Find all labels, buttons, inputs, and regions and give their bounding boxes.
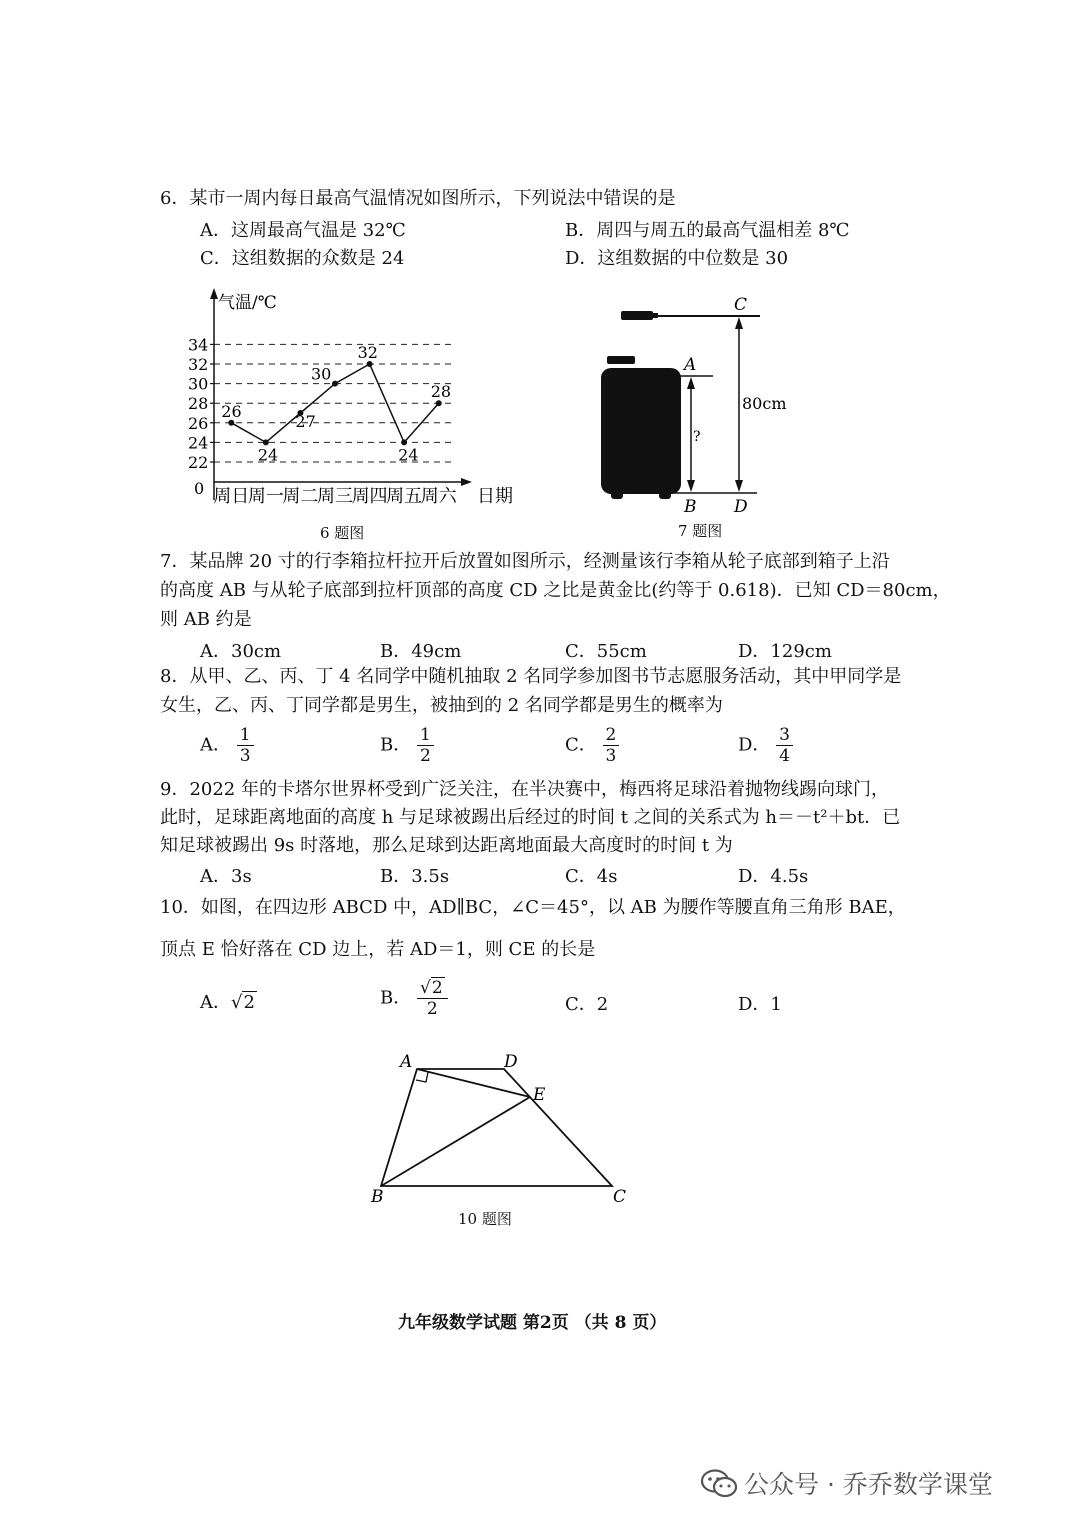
x-axis-label: 日期 (477, 486, 513, 507)
q6-option-a: A．这周最高气温是 32℃ (200, 220, 406, 241)
q10-option-a-label: A． (200, 992, 231, 1013)
q8-option-b (380, 725, 434, 766)
y-tick-label: 32 (188, 355, 209, 374)
y-axis-label: 气温/℃ (218, 293, 277, 313)
quadrilateral-abcd (381, 1069, 612, 1186)
y-tick-label: 26 (188, 413, 209, 433)
fraction (237, 725, 254, 766)
x-tick-label: 周日 (213, 486, 250, 507)
q10-option-b-label: B． (380, 987, 412, 1009)
segment-ae (417, 1069, 530, 1097)
label-80cm: 80cm (742, 394, 787, 413)
suitcase-figure (595, 290, 805, 520)
label-b: B (684, 497, 697, 517)
q9-option-a: A．3s (200, 866, 252, 887)
q6-option-c: C．这组数据的众数是 24 (200, 248, 405, 269)
quadrilateral-figure (360, 1045, 640, 1210)
q6-option-b: B．周四与周五的最高气温相差 8℃ (565, 220, 850, 241)
q9-line2: 此时，足球距离地面的高度 h 与足球被踢出后经过的时间 t 之间的关系式为 h＝－t²＋bt．已 (160, 807, 901, 828)
ab-arrow-bottom (687, 480, 695, 492)
q8-line1: 8．从甲、乙、丙、丁 4 名同学中随机抽取 2 名同学参加图书节志愿服务活动，其中甲同学是 (160, 666, 902, 687)
cd-arrow-top (735, 317, 743, 329)
label-c: C (734, 295, 748, 315)
y-tick-label: 28 (188, 394, 209, 414)
q8-option-d-label: D． (738, 734, 771, 756)
data-label: 24 (257, 445, 279, 465)
q9-line1: 9．2022 年的卡塔尔世界杯受到广泛关注，在半决赛中，梅西将足球沿着抛物线踢向球门， (160, 779, 889, 800)
denominator: 2 (419, 746, 431, 766)
q7-caption: 7 题图 (678, 522, 723, 540)
data-label: 27 (295, 412, 316, 431)
q6-stem: 6．某市一周内每日最高气温情况如图所示，下列说法中错误的是 (160, 188, 676, 209)
data-label: 26 (221, 401, 242, 421)
q10-option-a (200, 988, 257, 1014)
q8-option-c-label: C． (565, 734, 597, 756)
q6-option-d: D．这组数据的中位数是 30 (565, 248, 789, 269)
label-unknown: ? (693, 429, 701, 445)
q7-option-d: D．129cm (738, 641, 832, 662)
q7-line1: 7．某品牌 20 寸的行李箱拉杆拉开后放置如图所示，经测量该行李箱从轮子底部到箱子上沿 (160, 551, 890, 572)
x-tick-label: 周三 (317, 486, 353, 507)
x-tick-label: 周二 (282, 486, 319, 507)
data-label: 30 (311, 364, 332, 384)
vertex-c: C (613, 1187, 627, 1207)
handle-grip (621, 311, 653, 320)
label-d: D (734, 497, 748, 517)
q9-option-c: C．4s (565, 866, 618, 887)
temperature-line-chart (180, 282, 530, 514)
q10-caption: 10 题图 (458, 1210, 512, 1228)
numerator: 1 (237, 725, 254, 746)
handle-joint (653, 313, 658, 318)
q8-option-b-label: B． (380, 734, 412, 756)
vertex-a: A (400, 1052, 413, 1072)
denominator: 2 (426, 999, 438, 1019)
cd-arrow-bottom (735, 480, 743, 492)
q10-line2: 顶点 E 恰好落在 CD 边上，若 AD＝1，则 CE 的长是 (160, 939, 596, 960)
denominator: 3 (239, 746, 251, 766)
q9-option-d: D．4.5s (738, 866, 809, 887)
y-tick-label: 24 (188, 433, 209, 453)
chart-grid (214, 344, 456, 465)
q9-line3: 知足球被踢出 9s 时落地，那么足球到达距离地面最大高度时的时间 t 为 (160, 835, 733, 856)
q8-option-a (200, 725, 254, 766)
q10-line1: 10．如图，在四边形 ABCD 中，AD∥BC，∠C＝45°，以 AB 为腰作等腰直角三角形 BAE， (160, 897, 906, 918)
suitcase-top-handle (607, 356, 635, 364)
x-tick-label: 周六 (420, 486, 457, 507)
data-label: 28 (430, 382, 452, 402)
suitcase-body (601, 368, 681, 494)
wheel-left (611, 490, 623, 499)
y-tick-label: 30 (188, 374, 209, 394)
wechat-icon (700, 1468, 738, 1498)
vertex-b: B (371, 1187, 384, 1207)
y-tick-label: 22 (188, 453, 209, 472)
q6-caption: 6 题图 (320, 524, 365, 542)
wheel-right (659, 490, 671, 499)
q7-line3: 则 AB 约是 (160, 609, 252, 630)
fraction (603, 725, 620, 766)
q9-option-b: B．3.5s (380, 866, 450, 887)
x-tick-label: 周五 (386, 486, 423, 507)
y-tick-label: 34 (188, 335, 209, 355)
q7-option-c: C．55cm (565, 641, 647, 662)
origin-label: 0 (194, 479, 205, 498)
page-footer: 九年级数学试题 第2页 （共 8 页） (398, 1313, 667, 1333)
q10-option-c: C．2 (565, 994, 609, 1015)
q8-option-d (738, 725, 793, 766)
fraction (417, 978, 448, 1019)
vertex-d: D (504, 1052, 518, 1072)
label-a: A (684, 355, 697, 375)
watermark (700, 1465, 993, 1501)
q7-line2: 的高度 AB 与从轮子底部到拉杆顶部的高度 CD 之比是黄金比(约等于 0.618)．已知 CD＝80cm， (160, 580, 951, 601)
q7-option-a: A．30cm (200, 641, 282, 662)
fraction (776, 725, 793, 766)
y-axis-arrow (210, 288, 218, 299)
q10-option-b (380, 978, 448, 1019)
q8-option-c (565, 725, 619, 766)
numerator (417, 978, 448, 999)
radicand: 2 (431, 978, 443, 998)
x-tick-label: 周四 (351, 486, 388, 507)
x-tick-label: 周一 (247, 486, 284, 507)
vertex-e: E (533, 1085, 546, 1105)
sqrt: √2 (231, 992, 255, 1013)
watermark-text: 公众号 · 乔乔数学课堂 (744, 1470, 993, 1499)
radicand: 2 (243, 992, 255, 1013)
sqrt: √2 (419, 978, 443, 998)
denominator: 3 (605, 746, 617, 766)
numerator: 2 (603, 725, 620, 746)
q10-option-d: D．1 (738, 994, 782, 1015)
numerator: 3 (776, 725, 793, 746)
q7-option-b: B．49cm (380, 641, 462, 662)
ab-arrow-top (687, 377, 695, 389)
q8-option-a-label: A． (200, 734, 231, 756)
denominator: 4 (779, 746, 790, 766)
right-angle-mark (416, 1072, 428, 1082)
numerator: 1 (417, 725, 434, 746)
data-point (332, 381, 338, 387)
x-axis-arrow (461, 478, 472, 486)
data-label: 24 (398, 445, 419, 465)
q8-line2: 女生，乙、丙、丁同学都是男生，被抽到的 2 名同学都是男生的概率为 (160, 695, 723, 716)
data-label: 32 (357, 343, 378, 362)
fraction (417, 725, 434, 766)
